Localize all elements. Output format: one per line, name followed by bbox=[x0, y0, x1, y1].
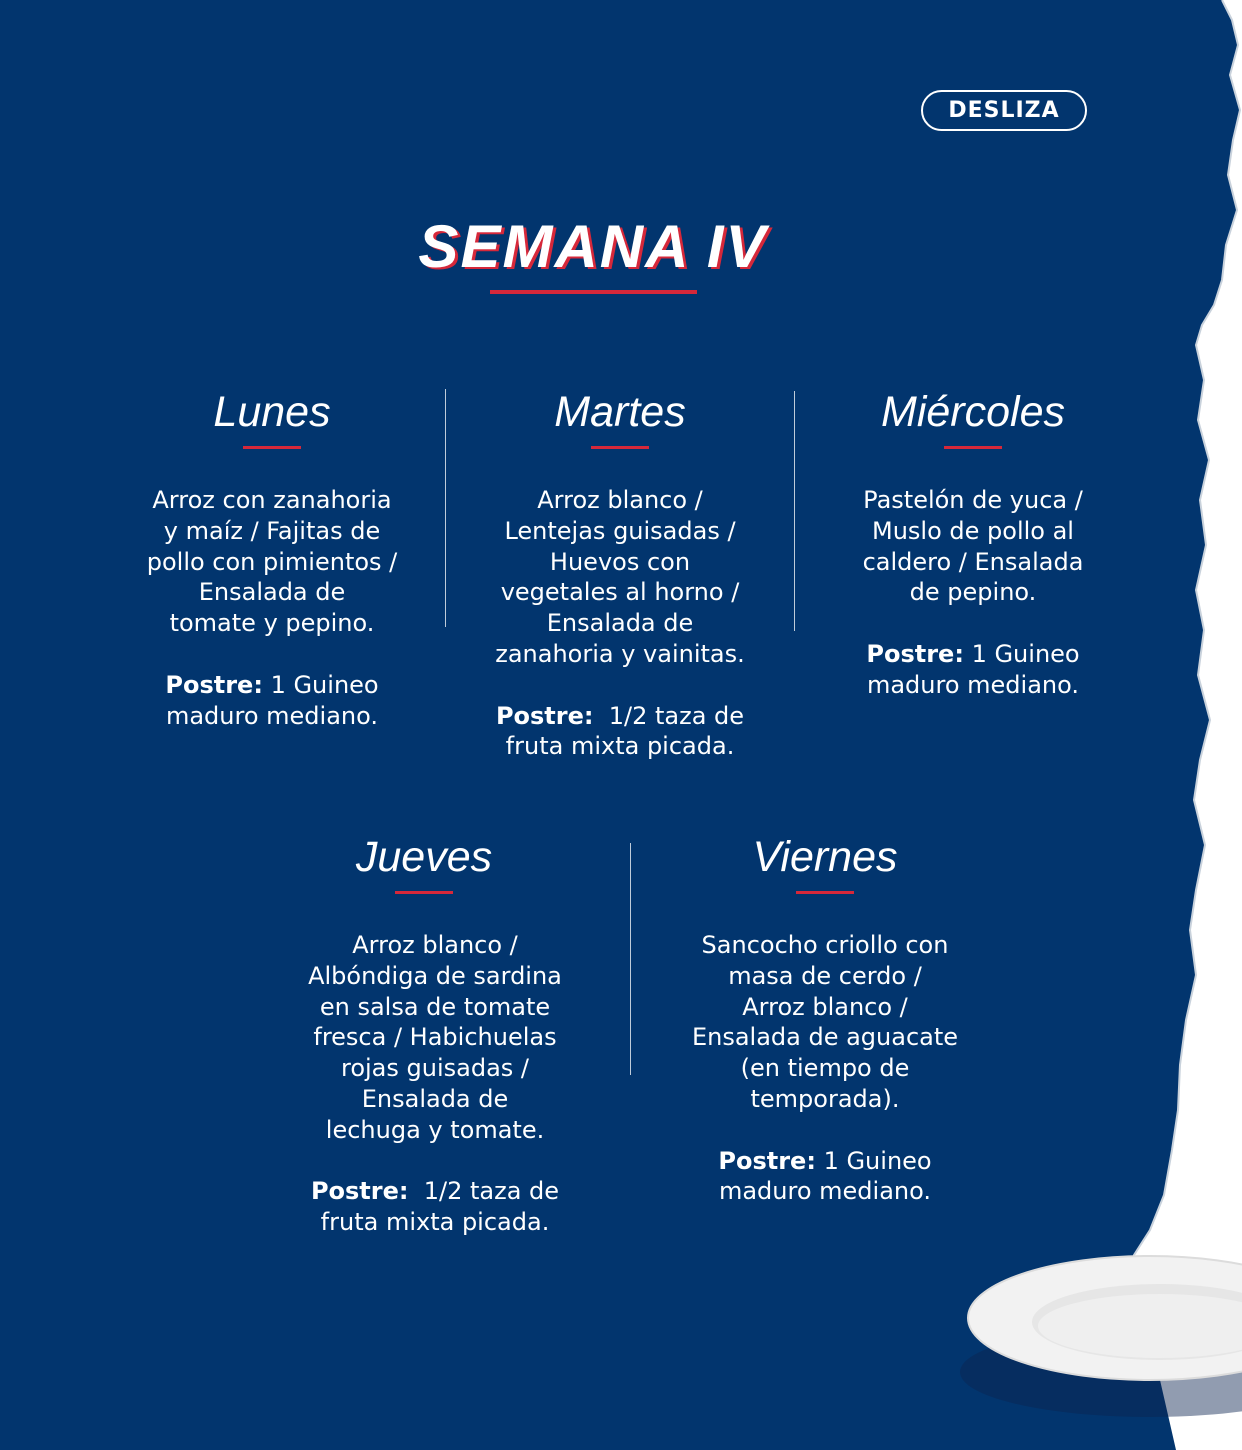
meal-description bbox=[675, 930, 975, 1115]
page-title: SEMANA IV bbox=[418, 213, 768, 280]
day-card-lunes bbox=[122, 386, 422, 731]
meal-line: de pepino. bbox=[909, 578, 1037, 607]
title-underline bbox=[490, 290, 697, 294]
meal-line: Arroz blanco / bbox=[742, 992, 908, 1021]
dessert-line: fruta mixta picada. bbox=[505, 732, 735, 761]
dessert-line bbox=[122, 670, 422, 701]
day-card-viernes bbox=[675, 831, 975, 1207]
meal-line: Ensalada de bbox=[546, 609, 694, 638]
day-underline bbox=[243, 446, 301, 449]
dessert-text: 1/2 taza de bbox=[608, 701, 745, 730]
meal-description bbox=[285, 930, 585, 1146]
day-title: Viernes bbox=[752, 833, 898, 881]
meal-line: Muslo de pollo al bbox=[872, 516, 1074, 545]
swipe-button[interactable]: DESLIZA bbox=[921, 90, 1087, 131]
dessert-text: 1 Guineo bbox=[823, 1146, 932, 1175]
day-card-martes bbox=[470, 386, 770, 762]
dessert-line bbox=[285, 1176, 585, 1207]
meal-line: temporada). bbox=[750, 1084, 900, 1113]
dessert-label: Postre: bbox=[165, 670, 263, 699]
meal-line: Arroz con zanahoria bbox=[152, 486, 392, 514]
dessert-text: 1/2 taza de bbox=[423, 1177, 560, 1206]
dessert-line bbox=[675, 1146, 975, 1177]
dessert bbox=[675, 1146, 975, 1208]
dessert bbox=[470, 701, 770, 763]
meal-line: Ensalada de aguacate bbox=[691, 1023, 959, 1052]
meal-description bbox=[122, 485, 422, 639]
day-underline bbox=[944, 446, 1002, 449]
day-title: Jueves bbox=[355, 833, 493, 881]
meal-line: tomate y pepino. bbox=[169, 609, 375, 638]
dessert-label: Postre: bbox=[718, 1146, 816, 1175]
day-title: Miércoles bbox=[881, 388, 1065, 436]
dessert bbox=[285, 1176, 585, 1238]
dessert-label: Postre: bbox=[310, 1177, 409, 1206]
dessert-line: maduro mediano. bbox=[165, 701, 379, 730]
day-title: Martes bbox=[554, 388, 686, 436]
meal-line: masa de cerdo / bbox=[728, 961, 922, 990]
dessert-line bbox=[823, 639, 1123, 670]
meal-line: Huevos con bbox=[549, 547, 691, 576]
day-underline bbox=[395, 891, 453, 894]
meal-line: Pastelón de yuca / bbox=[863, 486, 1083, 514]
meal-line: Ensalada de bbox=[198, 578, 346, 607]
dessert-label: Postre: bbox=[866, 639, 964, 668]
column-divider bbox=[445, 389, 446, 627]
dessert-label: Postre: bbox=[495, 701, 594, 730]
meal-line: pollo con pimientos / bbox=[146, 547, 398, 576]
meal-line: caldero / Ensalada bbox=[862, 547, 1084, 576]
column-divider bbox=[630, 843, 631, 1075]
meal-line: Arroz blanco / bbox=[352, 931, 518, 959]
meal-line: Sancocho criollo con bbox=[701, 931, 949, 959]
meal-line: zanahoria y vainitas. bbox=[495, 639, 745, 668]
column-divider bbox=[794, 391, 795, 631]
meal-description bbox=[823, 485, 1123, 608]
day-underline bbox=[796, 891, 854, 894]
meal-line: Albóndiga de sardina bbox=[308, 961, 562, 990]
meal-description bbox=[470, 485, 770, 670]
dessert-line: fruta mixta picada. bbox=[320, 1208, 550, 1237]
meal-line: lechuga y tomate. bbox=[325, 1115, 545, 1144]
meal-line: fresca / Habichuelas bbox=[313, 1023, 557, 1052]
meal-line: rojas guisadas / bbox=[340, 1054, 529, 1083]
dessert-line: maduro mediano. bbox=[866, 670, 1080, 699]
meal-line: en salsa de tomate bbox=[319, 992, 551, 1021]
dessert-text: 1 Guineo bbox=[270, 670, 379, 699]
day-title: Lunes bbox=[213, 388, 331, 436]
meal-line: vegetales al horno / bbox=[500, 578, 740, 607]
dessert-line bbox=[470, 701, 770, 732]
meal-line: Arroz blanco / bbox=[537, 486, 703, 514]
meal-line: Lentejas guisadas / bbox=[504, 516, 736, 545]
day-card-miercoles bbox=[823, 386, 1123, 701]
meal-line: (en tiempo de bbox=[740, 1054, 910, 1083]
day-card-jueves bbox=[285, 831, 585, 1238]
dessert-line: maduro mediano. bbox=[718, 1177, 932, 1206]
meal-line: Ensalada de bbox=[361, 1084, 509, 1113]
dessert-text: 1 Guineo bbox=[971, 639, 1080, 668]
dessert bbox=[823, 639, 1123, 701]
dessert bbox=[122, 670, 422, 732]
day-underline bbox=[591, 446, 649, 449]
meal-line: y maíz / Fajitas de bbox=[163, 516, 381, 545]
